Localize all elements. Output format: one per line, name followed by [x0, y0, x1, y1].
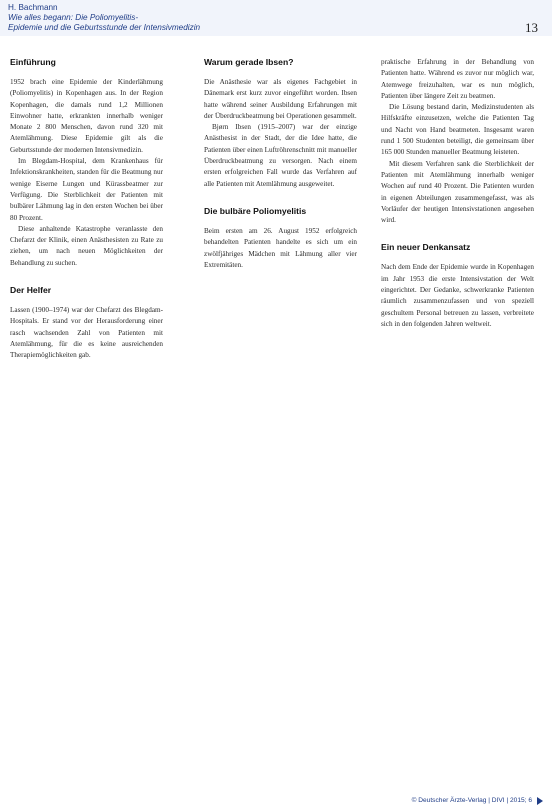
paragraph: praktische Erfahrung in der Behandlung von Patienten hatte. Während es zuvor nur möglich war, Atemwege freizuhalten, war es nun möglich, Patienten über längere Zeit zu beatmen. [381, 58, 534, 100]
paragraph: Beim ersten am 26. August 1952 erfolgreich behandelten Patienten handelte es sich um ein zwölfjähriges Mädchen mit Lähmung aller vier Extremitäten. [204, 226, 357, 269]
paragraph: Nach dem Ende der Epidemie wurde in Kopenhagen im Jahr 1953 die erste Intensivstation der Welt eingerichtet. Der Gedanke, schwerkranke Patienten räumlich zusammenzufassen und von speziell geschultem Personal betreuen zu lassen, verbreitete sich in den folgenden Jahren weltweit. [381, 263, 534, 328]
footer-arrow-icon [537, 797, 543, 805]
paragraph: Die Anästhesie war als eigenes Fachgebiet in Dänemark erst kurz zuvor eingeführt worden. Ibsen hatte während seiner Ausbildung Erfahrungen mit der Überdruckbeatmung bei Operationen gesammelt. [204, 78, 357, 120]
header-title-line-2: Epidemie und die Geburtsstunde der Intensivmedizin [8, 23, 201, 32]
page-number: 13 [525, 20, 538, 35]
text-column-3 [381, 57, 534, 787]
paragraph: Diese anhaltende Katastrophe veranlasste den Chefarzt der Klinik, einen Anästhesisten zu Rate zu ziehen, um nach neuen Möglichkeiten der Behandlung zu suchen. [10, 224, 163, 267]
paragraph: Die Lösung bestand darin, Medizinstudenten als Hilfskräfte einzusetzen, welche die Patienten Tag und Nacht von Hand beatmeten. Insgesamt waren rund 1 500 Studenten beteiligt, die gemeinsam über 165 000 Stunden manueller Beatmung leisteten. [381, 103, 534, 157]
section-heading-new: Ein neuer Denkansatz [381, 242, 471, 253]
paragraph: Lassen (1900–1974) war der Chefarzt des Blegdam-Hospitals. Er stand vor der Herausforderung einer rasch wachsenden Zahl von Patienten mit Atemlähmung, für die es keine ausreichenden Therapiemöglichkeiten gab. [10, 306, 163, 360]
paragraph: Mit diesem Verfahren sank die Sterblichkeit der Patienten mit Atemlähmung innerhalb weniger Wochen auf rund 40 Prozent. Die Patienten wurden in eigenen Abteilungen zusammengefasst, was als Vorläufer der heutigen Intensivstationen angesehen wird. [381, 159, 534, 225]
section-heading-bulbar: Die bulbäre Poliomyelitis [204, 205, 307, 216]
text-column-2 [204, 57, 357, 787]
header-title-line-1: Wie alles begann: Die Poliomyelitis- [8, 13, 139, 22]
section-heading-helper: Der Helfer [10, 285, 52, 296]
running-header [0, 0, 552, 36]
paragraph: Bjørn Ibsen (1915–2007) war der einzige Anästhesist in der Stadt, der die Idee hatte, die Patienten über einen Luftröhrenschnitt mit manueller Überdruckbeatmung zu versorgen. Nach einem ersten erfolgreichen Fall wurde das Verfahren auf alle Patienten mit Atemlähmung ausgeweitet. [204, 123, 357, 188]
paragraph: 1952 brach eine Epidemie der Kinderlähmung (Poliomyelitis) in Kopenhagen aus. In der Region Kopenhagen, die damals rund 1,2 Millionen Einwohner hatte, erkrankten innerhalb weniger Monate 2 800 Menschen, davon rund 320 mit Atemlähmung. Diese Epidemie gilt als die Geburtsstunde der modernen Intensivmedizin. [10, 78, 163, 154]
section-heading-intro: Einführung [10, 57, 56, 67]
header-lines [0, 3, 200, 33]
header-author: H. Bachmann [8, 3, 58, 12]
footer-publisher: © Deutscher Ärzte-Verlag | DIVI | 2015; 6 [411, 797, 532, 804]
text-column-1 [10, 57, 163, 787]
section-heading-why: Warum gerade Ibsen? [204, 57, 294, 67]
paragraph: Im Blegdam-Hospital, dem Krankenhaus für Infektionskrankheiten, standen für die Beatmung nur wenige Eiserne Lungen und Kürassbeatmer zur Verfügung. Die Sterblichkeit der Patienten mit bulbärer Lähmung lag in den ersten Wochen bei über 80 Prozent. [10, 157, 163, 222]
page-footer [0, 791, 552, 811]
